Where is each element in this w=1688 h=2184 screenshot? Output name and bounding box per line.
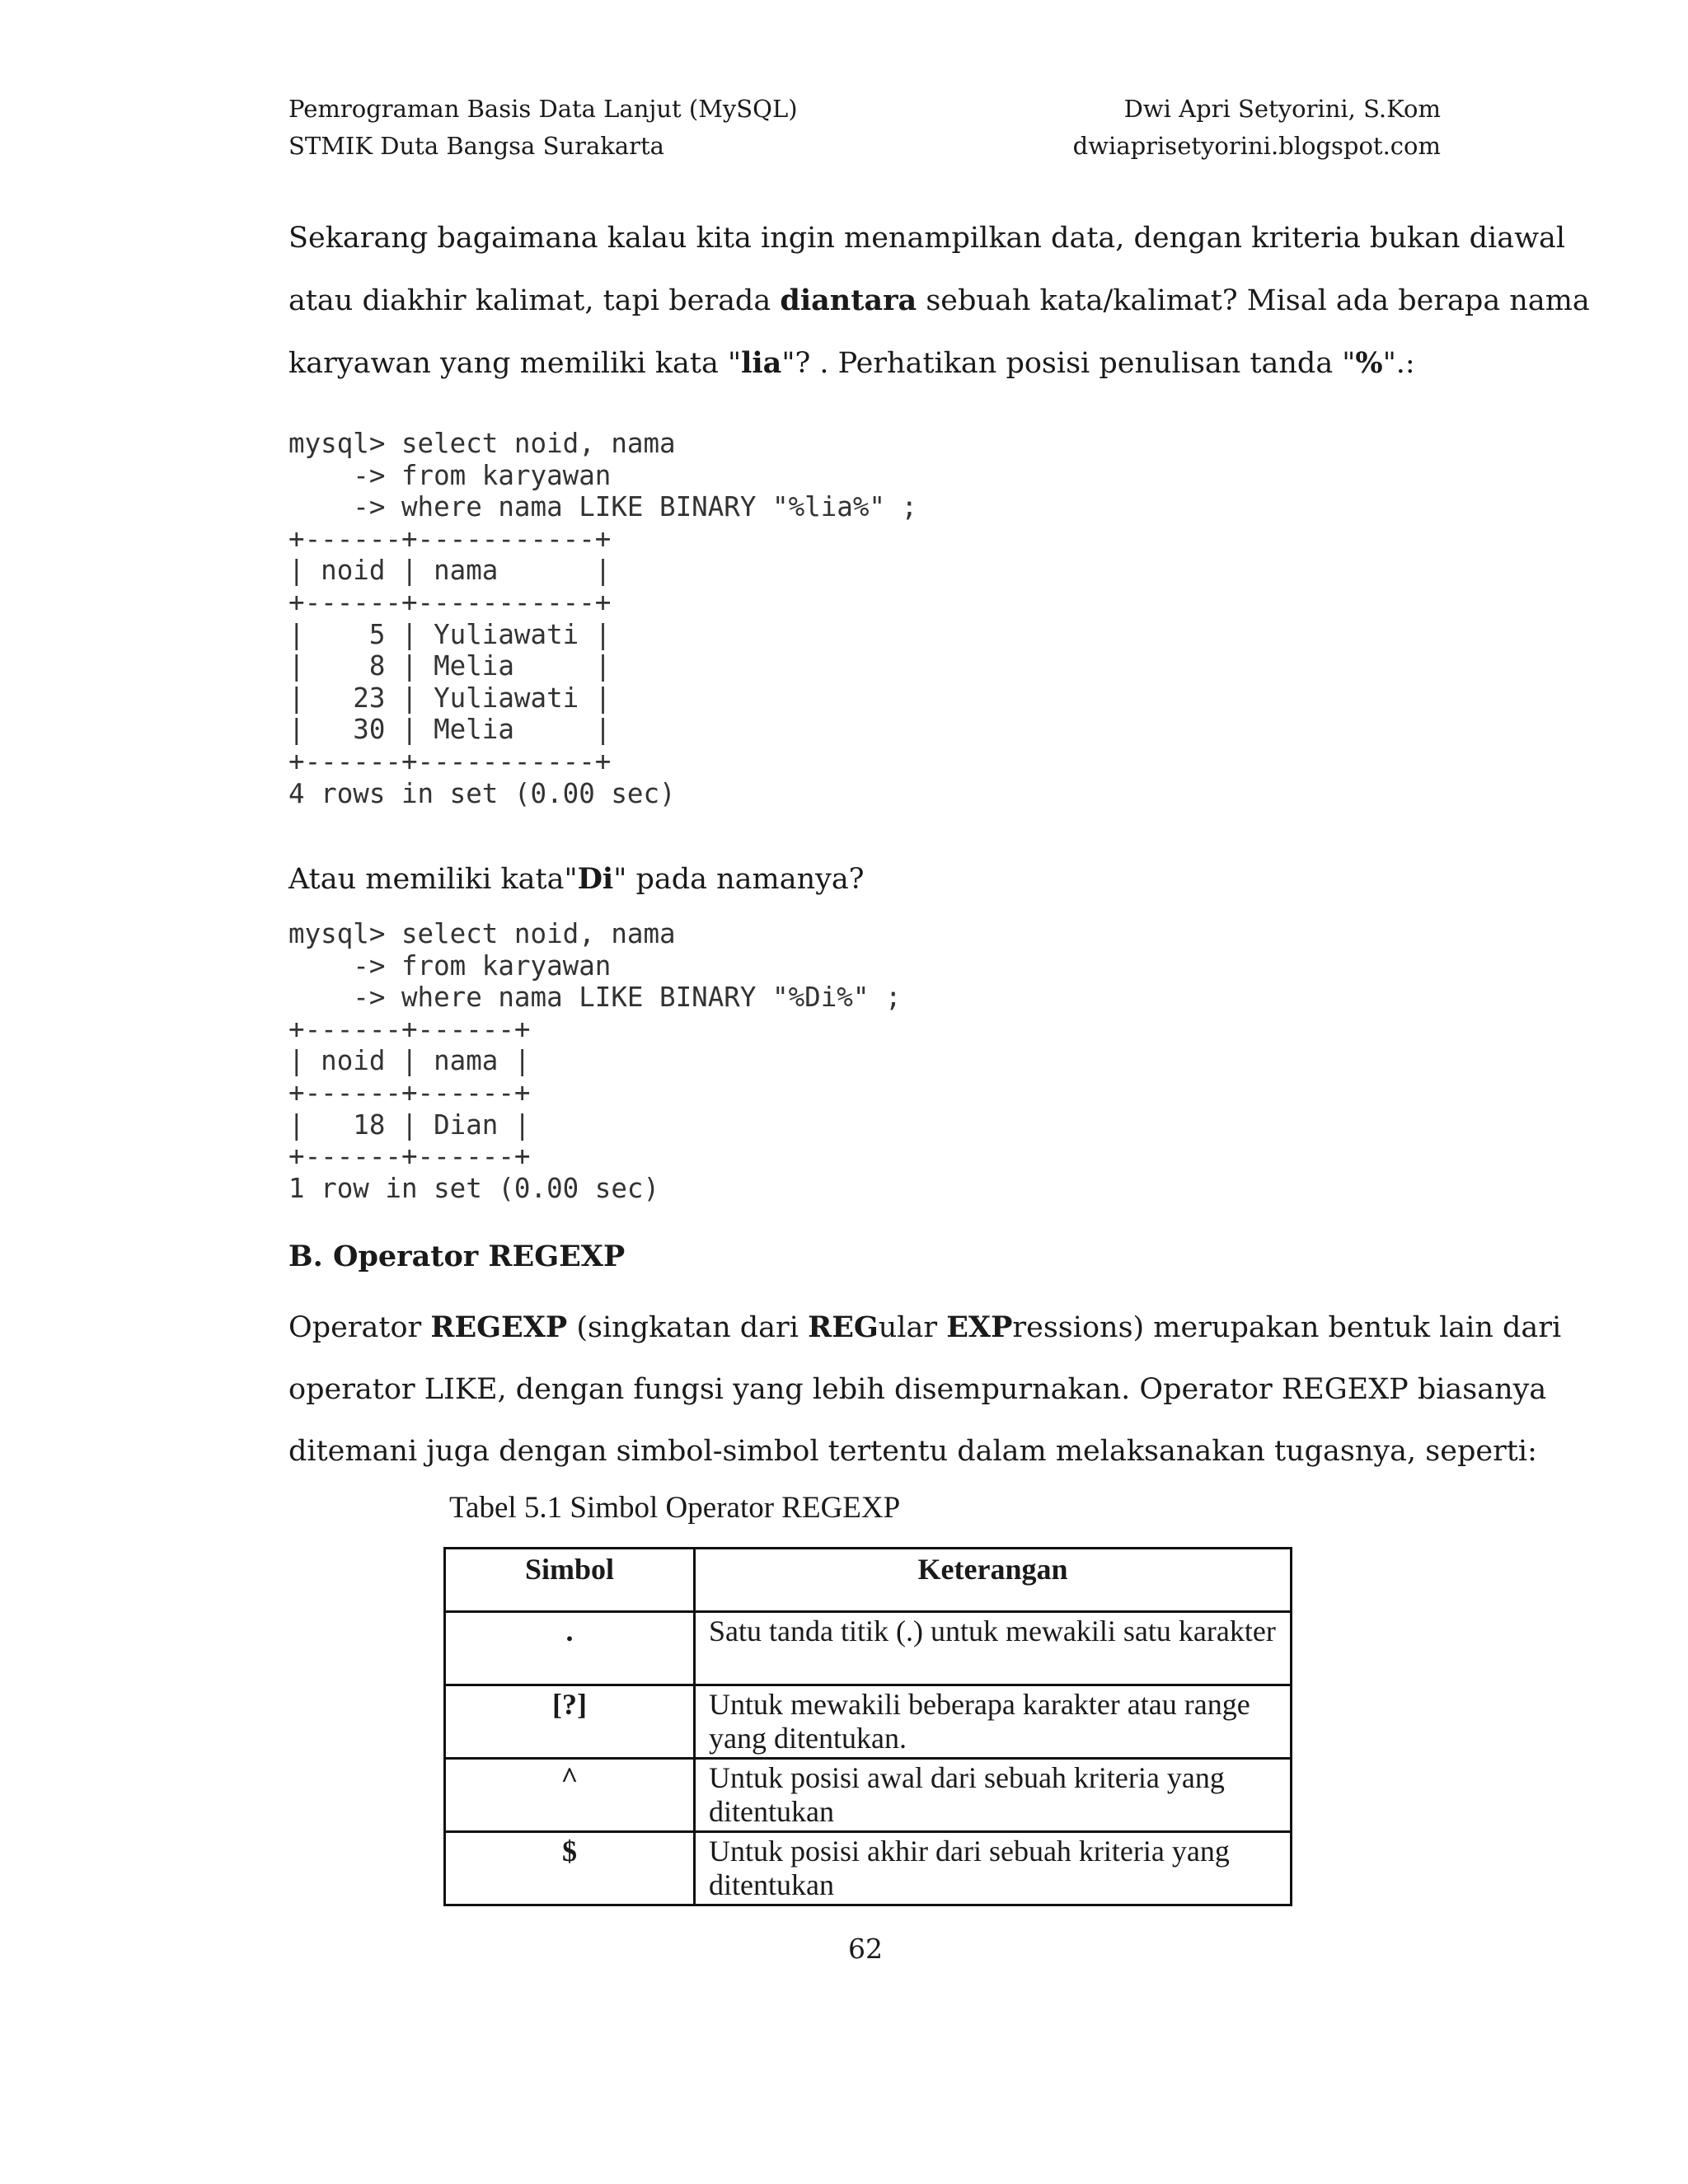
symbol-cell: . (445, 1612, 695, 1685)
table-caption: Tabel 5.1 Simbol Operator REGEXP (449, 1491, 901, 1525)
page-header-right (1073, 91, 1441, 165)
regexp-paragraph (288, 1296, 1562, 1483)
symbol-cell: $ (445, 1832, 695, 1905)
description-cell: Untuk mewakili beberapa karakter atau range yang ditentukan. (695, 1685, 1292, 1759)
table-row (445, 1685, 1292, 1759)
regexp-line-3: ditemani juga dengan simbol-simbol tertentu dalam melaksanakan tugasnya, seperti: (288, 1435, 1537, 1468)
description-cell: Untuk posisi akhir dari sebuah kriteria yang ditentukan (695, 1832, 1292, 1905)
code-block-lia: mysql> select noid, nama -> from karyawan -> where nama LIKE BINARY "%lia%" ; +------+-----------+ | noid | nama | +------+-----------+ | 5 | Yuliawati | | 8 | Melia | | 23 | Yuliawati | | 30 | Melia | +------+-----------+ 4 rows in set (0.00 sec) (288, 428, 918, 809)
regexp-symbol-table (443, 1547, 1292, 1906)
symbol-cell: ^ (445, 1759, 695, 1832)
page-number: 62 (848, 1933, 883, 1965)
intro-line-2: atau diakhir kalimat, tapi berada diantara sebuah kata/kalimat? Misal ada berapa nama (288, 284, 1590, 317)
table-header-row (445, 1549, 1292, 1612)
section-heading: B. Operator REGEXP (288, 1240, 626, 1273)
regexp-line-2: operator LIKE, dengan fungsi yang lebih disempurnakan. Operator REGEXP biasanya (288, 1373, 1547, 1406)
code-block-di: mysql> select noid, nama -> from karyawan -> where nama LIKE BINARY "%Di%" ; +------+------+ | noid | nama | +------+------+ | 18 | Dian | +------+------+ 1 row in set (0.00 sec) (288, 918, 902, 1204)
header-simbol: Simbol (445, 1549, 695, 1612)
symbol-cell: [?] (445, 1685, 695, 1759)
description-cell: Untuk posisi awal dari sebuah kriteria yang ditentukan (695, 1759, 1292, 1832)
header-course-title: Pemrograman Basis Data Lanjut (MySQL) (288, 95, 798, 123)
intro-line-1: Sekarang bagaimana kalau kita ingin menampilkan data, dengan kriteria bukan diawal (288, 222, 1566, 255)
header-institution: STMIK Duta Bangsa Surakarta (288, 132, 664, 160)
regexp-line-1: Operator REGEXP (singkatan dari REGular EXPressions) merupakan bentuk lain dari (288, 1310, 1562, 1344)
header-keterangan: Keterangan (695, 1549, 1292, 1612)
di-question: Atau memiliki kata"Di" pada namanya? (288, 862, 865, 896)
intro-paragraph (288, 208, 1590, 395)
table-row (445, 1759, 1292, 1832)
page-header-left (288, 91, 798, 165)
table-row (445, 1832, 1292, 1905)
header-author: Dwi Apri Setyorini, S.Kom (1123, 95, 1441, 123)
description-cell: Satu tanda titik (.) untuk mewakili satu karakter (695, 1612, 1292, 1685)
intro-line-3: karyawan yang memiliki kata "lia"? . Perhatikan posisi penulisan tanda "%".: (288, 346, 1415, 380)
header-blog: dwiaprisetyorini.blogspot.com (1072, 132, 1441, 160)
table-row (445, 1612, 1292, 1685)
